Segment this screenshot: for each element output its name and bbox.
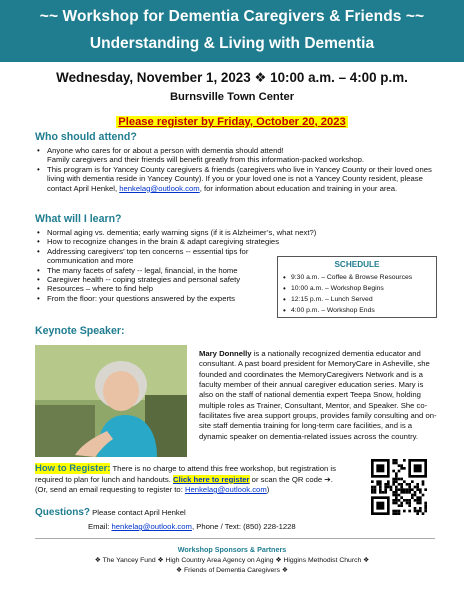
speaker-bio: Mary Donnelly is a nationally recognized dementia educator and consultant. A past board president for MemoryCare in Asheville, she founded and coordinates the MemoryCaregivers Network and is a faculty member of their annual caregiver education series. Mary is also on the staff of national dementia expert Teepa Snow, holding multiple roles as Trainer, Consultant, Mentor, and Speaker. She co-facilitates five area support groups, provides family consulting and on-site staff dementia training for long-term care facilities, and is a dynamic speaker on dementia-related issues across the country. xyxy=(199,349,437,441)
list-item: • Caregiver health -- coping strategies and personal safety xyxy=(35,275,275,284)
event-date-time: Wednesday, November 1, 2023 ❖ 10:00 a.m. – 4:00 p.m. xyxy=(56,70,408,85)
speaker-portrait xyxy=(35,345,187,457)
sponsors-line-1: ❖ The Yancey Fund ❖ High Country Area Agency on Aging ❖ Higgins Methodist Church ❖ xyxy=(94,557,370,564)
questions-line: Questions? Please contact April Henkel xyxy=(35,507,186,518)
email-link[interactable]: henkelag@outlook.com xyxy=(119,183,200,193)
register-email-link[interactable]: Henkelag@outlook.com xyxy=(184,485,267,494)
speaker-heading: Keynote Speaker: xyxy=(35,325,125,337)
who-list xyxy=(35,146,435,193)
register-qr-code[interactable] xyxy=(371,459,427,515)
list-item: • Anyone who cares for or about a person with dementia should attend! Family caregivers and their friends will benefit greatly from this information-packed workshop. xyxy=(35,146,435,165)
schedule-list xyxy=(281,272,412,316)
sponsors-title: Workshop Sponsors & Partners xyxy=(177,545,287,554)
contact-line: Email: henkelag@outlook.com, Phone / Text: (850) 228-1228 xyxy=(88,522,296,531)
title-banner xyxy=(0,0,464,62)
schedule-item: • 4:00 p.m. – Workshop Ends xyxy=(281,305,412,316)
schedule-title: SCHEDULE xyxy=(334,260,380,269)
learn-list xyxy=(35,228,317,303)
schedule-item: • 10:00 a.m. – Workshop Begins xyxy=(281,283,412,294)
questions-heading: Questions? xyxy=(35,507,91,518)
register-deadline-banner xyxy=(0,112,464,130)
divider xyxy=(35,538,435,539)
list-item: • This program is for Yancey County caregivers & friends (caregivers who live in Yancey County or their loved ones living with dementia reside in Yancey County). If you or your loved one is not a Yancey County resident, please contact April Henkel, henkelag@outlook.com, for information about education and training in your area. xyxy=(35,165,435,193)
speaker-name: Mary Donnelly xyxy=(199,349,252,358)
workshop-title: ~~ Workshop for Dementia Caregivers & Friends ~~ xyxy=(39,8,425,25)
schedule-item: • 12:15 p.m. – Lunch Served xyxy=(281,294,412,305)
schedule-box xyxy=(277,256,437,318)
list-item: • How to recognize changes in the brain & adapt caregiving strategies xyxy=(35,237,435,246)
qr-code-icon xyxy=(371,459,427,515)
how-to-register-label: How to Register: xyxy=(35,463,111,474)
event-venue: Burnsville Town Center xyxy=(169,91,295,103)
sponsors-line-2: ❖ Friends of Dementia Caregivers ❖ xyxy=(176,567,288,574)
register-deadline-text: Please register by Friday, October 20, 2023 xyxy=(118,116,346,128)
register-link[interactable]: Click here to register xyxy=(173,474,250,484)
list-item: • Normal aging vs. dementia; early warning signs (if it is Alzheimer’s, what next?) xyxy=(35,228,435,237)
schedule-item: • 9:30 a.m. – Coffee & Browse Resources xyxy=(281,272,412,283)
list-item: • Resources – where to find help xyxy=(35,284,275,293)
workshop-subtitle: Understanding & Living with Dementia xyxy=(89,35,375,52)
list-item: • The many facets of safety -- legal, financial, in the home xyxy=(35,266,275,275)
learn-heading: What will I learn? xyxy=(35,213,122,225)
speaker-photo xyxy=(35,345,187,457)
list-item: • Addressing caregivers’ top ten concerns -- essential tips for communication and more xyxy=(35,247,275,266)
list-item: • From the floor: your questions answered by the experts xyxy=(35,294,275,303)
contact-email-link[interactable]: henkelag@outlook.com xyxy=(111,522,192,531)
how-to-register: How to Register: There is no charge to attend this free workshop, but registration is required to plan for lunch and handouts. Click here to register or scan the QR code ➔. (Or, send an email requesting to register to: Henkelag@outlook.com) xyxy=(35,463,336,494)
who-heading: Who should attend? xyxy=(35,131,137,143)
